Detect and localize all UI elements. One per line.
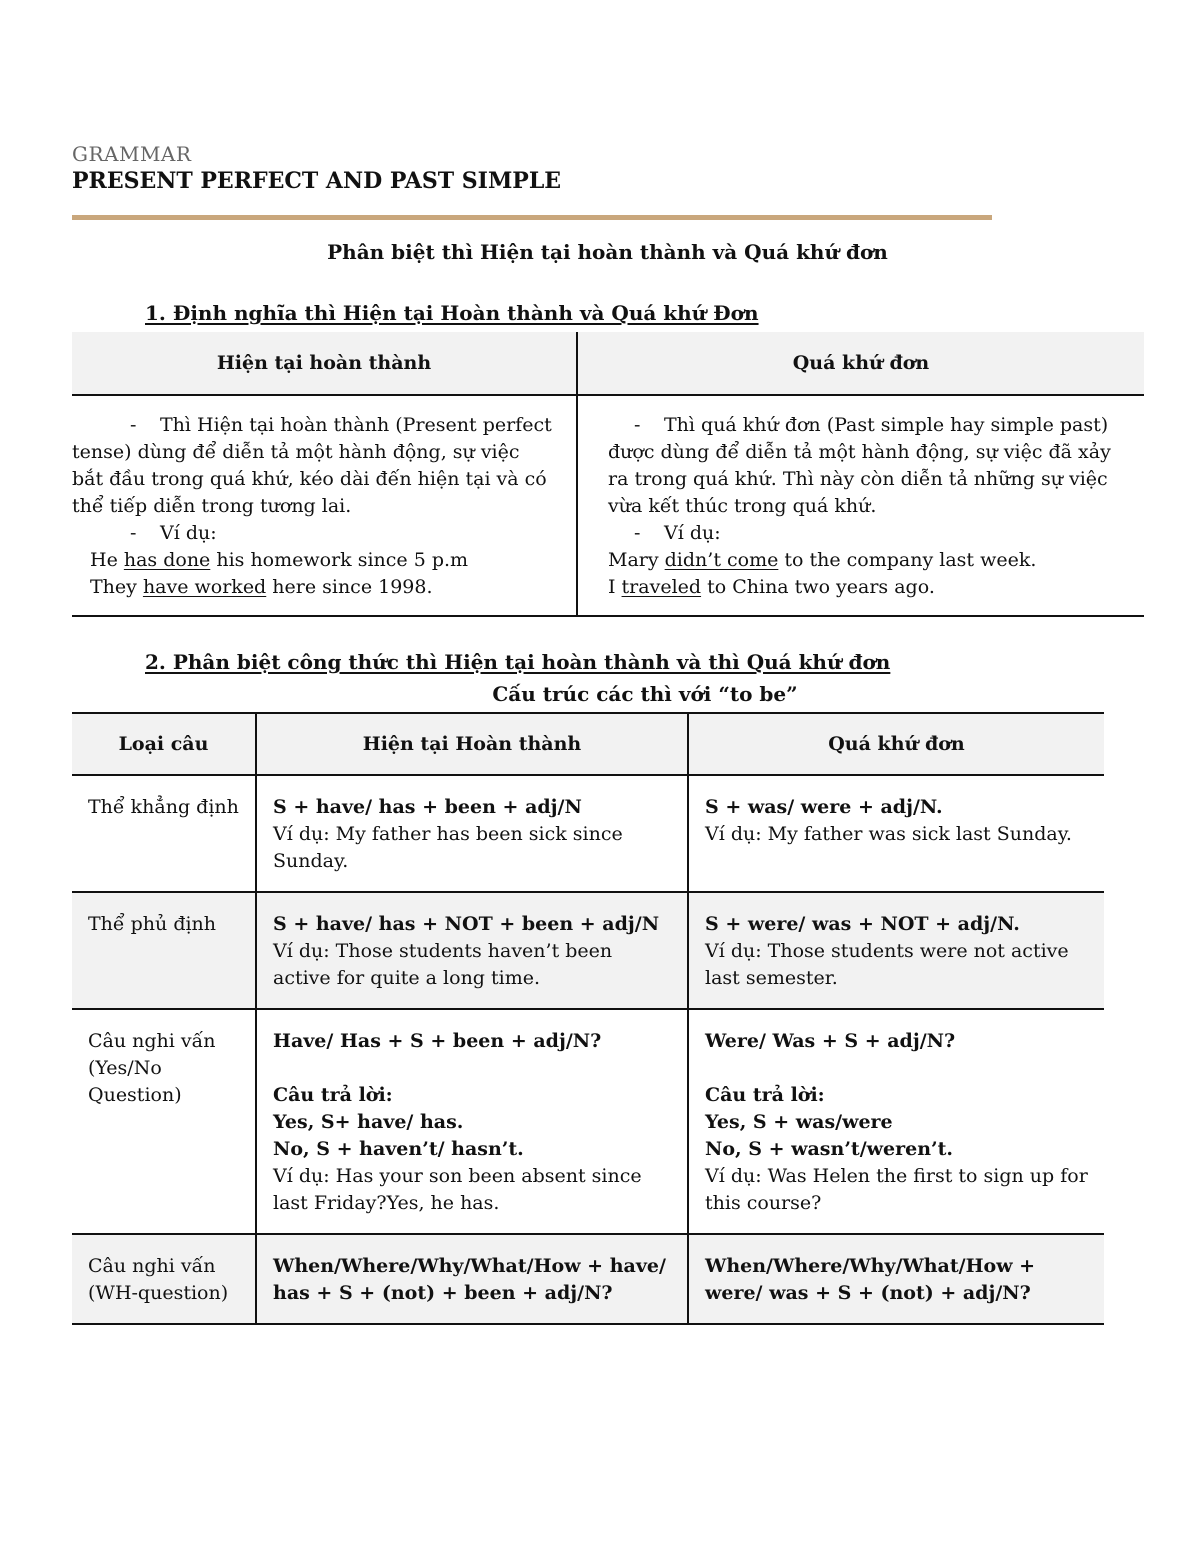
ps-answer-label: Câu trả lời: bbox=[705, 1084, 825, 1106]
ps-formula: Were/ Was + S + adj/N? bbox=[705, 1030, 956, 1052]
pp-example: Ví dụ: My father has been sick since Sunday. bbox=[273, 823, 623, 872]
ps-cell bbox=[688, 892, 1104, 1009]
section-2-heading: 2. Phân biệt công thức thì Hiện tại hoàn thành và thì Quá khứ đơn bbox=[145, 650, 891, 674]
pp-answer-no: No, S + haven’t/ hasn’t. bbox=[273, 1138, 524, 1160]
ps-example: Ví dụ: Those students were not active last semester. bbox=[705, 940, 1069, 989]
pp-cell bbox=[256, 775, 688, 892]
bullet-dash: - bbox=[130, 522, 137, 544]
pp-example-label-text: Ví dụ: bbox=[160, 522, 217, 544]
pp-cell bbox=[256, 892, 688, 1009]
structure-table bbox=[72, 712, 1104, 1325]
type-cell: Thể phủ định bbox=[72, 892, 256, 1009]
spacer bbox=[705, 1055, 1090, 1082]
ps-answer-no: No, S + wasn’t/weren’t. bbox=[705, 1138, 954, 1160]
spacer bbox=[273, 1055, 673, 1082]
pp-example-2: They have worked here since 1998. bbox=[90, 576, 433, 598]
definition-table-header bbox=[72, 332, 1144, 395]
pp-example-1-verb: has done bbox=[123, 549, 211, 571]
header-past-simple: Quá khứ đơn bbox=[688, 713, 1104, 775]
pp-example-1: He has done his homework since 5 p.m bbox=[90, 549, 469, 571]
past-simple-definition-cell bbox=[577, 395, 1144, 616]
pp-example-label bbox=[72, 520, 554, 547]
title-divider bbox=[72, 215, 992, 220]
header-present-perfect: Hiện tại Hoàn thành bbox=[256, 713, 688, 775]
ps-example: Ví dụ: My father was sick last Sunday. bbox=[705, 823, 1072, 845]
pp-formula: S + have/ has + NOT + been + adj/N bbox=[273, 913, 660, 935]
bullet-dash: - bbox=[634, 414, 641, 436]
ps-example-1: Mary didn’t come to the company last week. bbox=[608, 549, 1037, 571]
ps-cell bbox=[688, 1234, 1104, 1324]
structure-table-caption: Cấu trúc các thì với “to be” bbox=[492, 682, 798, 706]
bullet-dash: - bbox=[634, 522, 641, 544]
structure-table-header bbox=[72, 713, 1104, 775]
row-affirmative bbox=[72, 775, 1104, 892]
pp-example-2-verb: have worked bbox=[142, 576, 267, 598]
doc-kicker: GRAMMAR bbox=[72, 142, 192, 166]
pp-definition-text: Thì Hiện tại hoàn thành (Present perfect tense) dùng để diễn tả một hành động, sự việc bắt đầu trong quá khứ, kéo dài đến hiện tại và có thể tiếp diễn trong tương lai. bbox=[72, 414, 552, 517]
ps-example: Ví dụ: Was Helen the first to sign up for this course? bbox=[705, 1165, 1088, 1214]
ps-example-label bbox=[608, 520, 1126, 547]
definition-row bbox=[72, 395, 1144, 616]
ps-example-2: I traveled to China two years ago. bbox=[608, 576, 935, 598]
row-yes-no-question bbox=[72, 1009, 1104, 1234]
pp-example: Ví dụ: Has your son been absent since last Friday?Yes, he has. bbox=[273, 1165, 642, 1214]
ps-definition bbox=[608, 412, 1126, 520]
section-1-heading: 1. Định nghĩa thì Hiện tại Hoàn thành và Quá khứ Đơn bbox=[145, 301, 759, 325]
pp-cell bbox=[256, 1234, 688, 1324]
ps-definition-text: Thì quá khứ đơn (Past simple hay simple past) được dùng để diễn tả một hành động, sự việc đã xảy ra trong quá khứ. Thì này còn diễn tả những sự việc vừa kết thúc trong quá khứ. bbox=[608, 414, 1111, 517]
definition-table bbox=[72, 332, 1144, 617]
type-cell: Câu nghi vấn (WH-question) bbox=[72, 1234, 256, 1324]
pp-definition bbox=[72, 412, 554, 520]
pp-cell bbox=[256, 1009, 688, 1234]
pp-answer-yes: Yes, S+ have/ has. bbox=[273, 1111, 464, 1133]
row-negative bbox=[72, 892, 1104, 1009]
ps-example-1-verb: didn’t come bbox=[664, 549, 779, 571]
ps-answer-yes: Yes, S + was/were bbox=[705, 1111, 893, 1133]
pp-formula: Have/ Has + S + been + adj/N? bbox=[273, 1030, 602, 1052]
ps-example-label-text: Ví dụ: bbox=[664, 522, 721, 544]
present-perfect-definition-cell bbox=[72, 395, 577, 616]
doc-title: PRESENT PERFECT AND PAST SIMPLE bbox=[72, 168, 562, 194]
ps-formula: S + were/ was + NOT + adj/N. bbox=[705, 913, 1020, 935]
page-subtitle: Phân biệt thì Hiện tại hoàn thành và Quá khứ đơn bbox=[327, 240, 888, 264]
header-present-perfect: Hiện tại hoàn thành bbox=[72, 332, 577, 395]
ps-formula: When/Where/Why/What/How + were/ was + S + (not) + adj/N? bbox=[705, 1255, 1036, 1304]
header-past-simple: Quá khứ đơn bbox=[577, 332, 1144, 395]
type-cell: Thể khẳng định bbox=[72, 775, 256, 892]
ps-formula: S + was/ were + adj/N. bbox=[705, 796, 943, 818]
pp-formula: When/Where/Why/What/How + have/ has + S + (not) + been + adj/N? bbox=[273, 1255, 666, 1304]
bullet-dash: - bbox=[130, 414, 137, 436]
row-wh-question bbox=[72, 1234, 1104, 1324]
pp-formula: S + have/ has + been + adj/N bbox=[273, 796, 582, 818]
header-sentence-type: Loại câu bbox=[72, 713, 256, 775]
type-cell: Câu nghi vấn (Yes/No Question) bbox=[72, 1009, 256, 1234]
ps-example-2-verb: traveled bbox=[621, 576, 702, 598]
pp-example: Ví dụ: Those students haven’t been active for quite a long time. bbox=[273, 940, 613, 989]
pp-answer-label: Câu trả lời: bbox=[273, 1084, 393, 1106]
ps-cell bbox=[688, 775, 1104, 892]
ps-cell bbox=[688, 1009, 1104, 1234]
